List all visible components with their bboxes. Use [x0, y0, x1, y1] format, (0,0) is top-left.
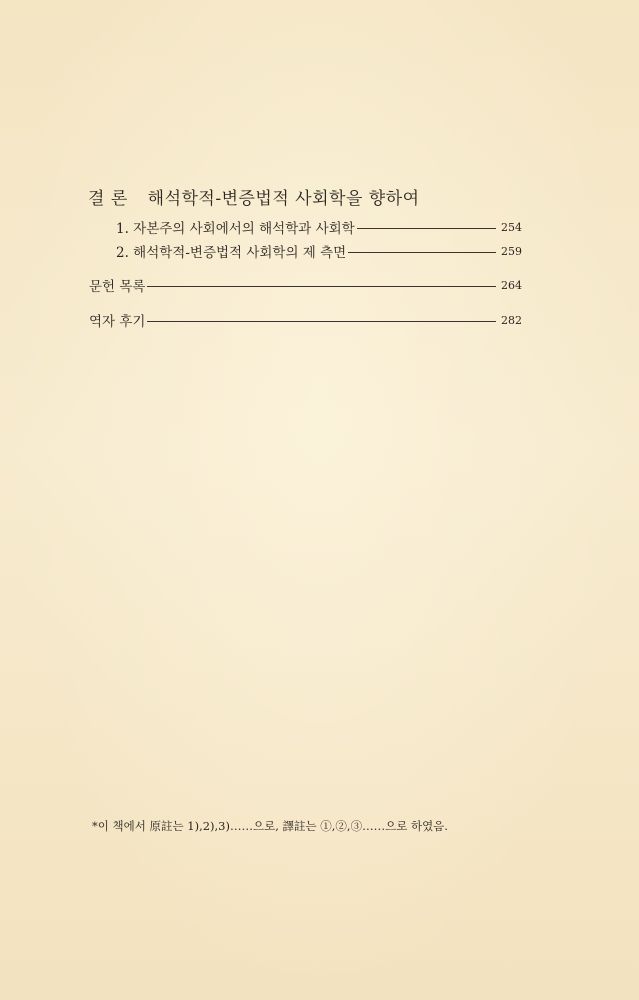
toc-entry-label: 2. 해석학적-변증법적 사회학의 제 측면 — [116, 245, 347, 261]
toc-page-number: 264 — [501, 278, 522, 292]
toc-page-number: 282 — [501, 313, 522, 327]
toc-leader-line — [348, 252, 496, 253]
toc-leader-line — [147, 321, 496, 322]
toc-entry — [116, 217, 522, 237]
toc-entry-label: 1. 자본주의 사회에서의 해석학과 사회학 — [116, 221, 355, 237]
toc-leader-line — [357, 228, 496, 229]
section-part-label: 결 론 — [88, 189, 128, 209]
footnote: *이 책에서 原註는 1),2),3)……으로, 譯註는 ①,②,③……으로 하였음. — [92, 819, 448, 833]
toc-entry — [89, 275, 522, 295]
toc-page-number: 259 — [501, 244, 522, 258]
toc-page-number: 254 — [501, 220, 522, 234]
toc-entry-label: 문헌 목록 — [89, 279, 146, 295]
section-title: 해석학적-변증법적 사회학을 향하여 — [147, 189, 420, 209]
toc-leader-line — [147, 286, 496, 287]
section-heading — [88, 184, 420, 209]
toc-entry-label: 역자 후기 — [89, 314, 146, 330]
toc-entry — [89, 310, 522, 330]
toc-entry — [116, 241, 522, 261]
